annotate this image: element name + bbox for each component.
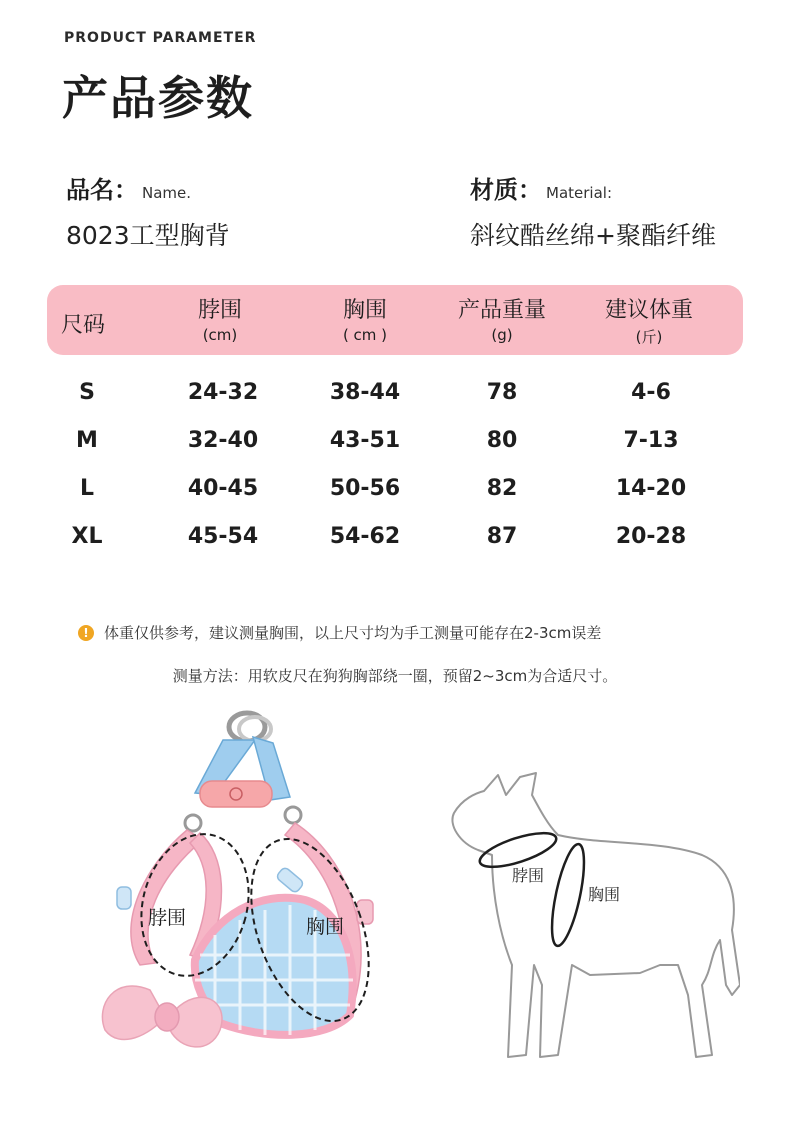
header-recommended-weight (589, 293, 709, 347)
pink-buckle (200, 781, 272, 807)
header-neck (170, 293, 270, 344)
cell-chest: 43-51 (329, 428, 401, 453)
slider-buckle (276, 866, 305, 893)
header-weight (442, 293, 562, 344)
material-label-cn: 材质： (470, 176, 542, 204)
cell-size: M (76, 428, 98, 453)
cell-neck: 24-32 (187, 380, 259, 405)
material-label (470, 170, 612, 205)
table-row (0, 428, 790, 458)
dog-chest-label: 胸围 (588, 885, 621, 904)
header-rec-label: 建议体重 (604, 298, 693, 323)
cell-weight: 82 (486, 476, 518, 501)
cell-chest: 50-56 (329, 476, 401, 501)
table-row (0, 476, 790, 506)
cell-weight: 87 (486, 524, 518, 549)
d-ring-icon (185, 815, 201, 831)
cell-size: L (79, 476, 95, 501)
table-row (0, 524, 790, 554)
material-value: 斜纹酷丝绵+聚酯纤维 (470, 221, 716, 250)
d-ring-icon (285, 807, 301, 823)
dog-outline (452, 773, 740, 1057)
warning-note (78, 622, 601, 643)
header-rec-unit: (斤) (635, 328, 663, 346)
header-neck-unit: (cm) (202, 326, 238, 344)
harness-chest-label: 胸围 (306, 916, 345, 938)
cell-recommended: 20-28 (615, 524, 687, 549)
cell-recommended: 7-13 (623, 428, 679, 453)
header-size: 尺码 (61, 313, 106, 338)
warning-icon: ! (78, 625, 94, 641)
cell-neck: 32-40 (187, 428, 259, 453)
slider-buckle (117, 887, 131, 909)
cell-neck: 40-45 (187, 476, 259, 501)
header-weight-label: 产品重量 (457, 298, 546, 323)
name-value: 8023工型胸背 (66, 221, 230, 250)
header-chest-unit: ( cm ) (342, 326, 388, 344)
harness-illustration (95, 705, 395, 1075)
cell-chest: 38-44 (329, 380, 401, 405)
name-label (66, 170, 191, 205)
cell-neck: 45-54 (187, 524, 259, 549)
cell-recommended: 4-6 (631, 380, 671, 405)
header-weight-unit: (g) (491, 326, 513, 344)
name-label-cn: 品名： (66, 176, 138, 204)
section-subtitle-en: PRODUCT PARAMETER (64, 30, 257, 46)
harness-neck-label: 脖围 (148, 907, 187, 929)
measure-method: 测量方法：用软皮尺在狗狗胸部绕一圈，预留2~3cm为合适尺寸。 (172, 667, 618, 685)
cell-size: XL (71, 524, 103, 549)
material-label-en: Material: (546, 184, 612, 202)
cell-recommended: 14-20 (615, 476, 687, 501)
header-neck-label: 脖围 (197, 298, 242, 323)
dog-silhouette-illustration (440, 755, 740, 1075)
size-table-header (47, 285, 743, 355)
section-title: 产品参数 (62, 71, 254, 125)
bow-knot-icon (155, 1003, 179, 1031)
header-chest (315, 293, 415, 344)
dog-neck-label: 脖围 (512, 866, 545, 885)
header-chest-label: 胸围 (342, 298, 387, 323)
table-row (0, 380, 790, 410)
cell-chest: 54-62 (329, 524, 401, 549)
cell-weight: 78 (486, 380, 518, 405)
cell-weight: 80 (486, 428, 518, 453)
warning-text: 体重仅供参考，建议测量胸围，以上尺寸均为手工测量可能存在2-3cm误差 (104, 624, 602, 642)
cell-size: S (79, 380, 95, 405)
name-label-en: Name. (142, 184, 192, 202)
